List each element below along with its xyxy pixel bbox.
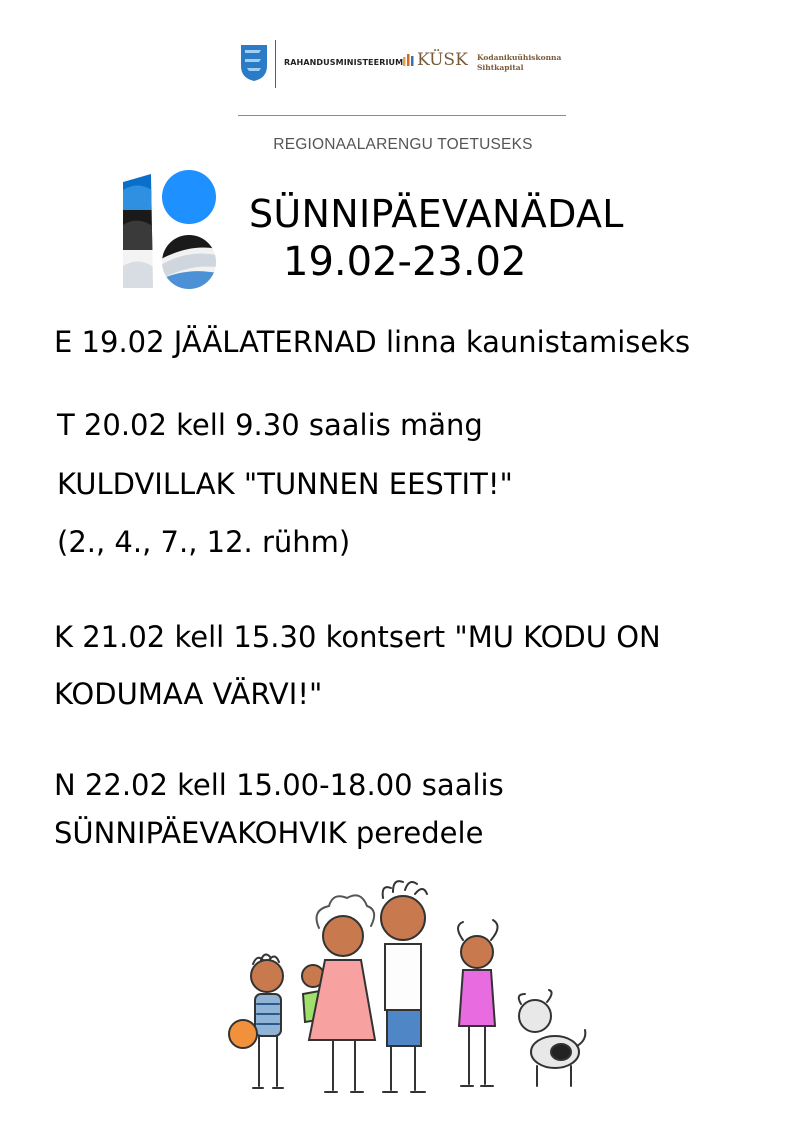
event-wednesday-line1: K 21.02 kell 15.30 kontsert "MU KODU ON [54,620,661,654]
header-caption: REGIONAALARENGU TOETUSEKS [273,136,533,153]
family-drawing [215,876,595,1106]
ministry-name: RAHANDUSMINISTEERIUM [284,58,404,67]
event-wednesday-line2: KODUMAA VÄRVI!" [54,677,323,711]
kysk-subtitle-line2: Sihtkapital [477,63,524,72]
mother-figure [309,895,375,1092]
event-tuesday-line2: KULDVILLAK "TUNNEN EESTIT!" [57,467,513,501]
header-divider [238,115,566,116]
event-tuesday-line3: (2., 4., 7., 12. rühm) [57,525,351,559]
kysk-bars-icon [403,54,415,66]
kysk-wordmark: KÜSK [417,50,468,70]
boy-figure [229,954,283,1088]
event-thursday-line2: SÜNNIPÄEVAKOHVIK peredele [54,816,484,850]
ministry-logo [240,40,404,90]
girl-figure [458,920,498,1086]
event-monday: E 19.02 JÄÄLATERNAD linna kaunistamiseks [54,325,691,359]
coat-of-arms-icon [240,44,268,82]
event-tuesday-line1: T 20.02 kell 9.30 saalis mäng [57,408,483,442]
dog-figure [519,990,586,1086]
father-figure [381,881,427,1092]
ministry-separator [275,40,276,88]
kysk-logo [403,52,573,82]
page-title: SÜNNIPÄEVANÄDAL [249,192,624,236]
ev100-logo [123,170,219,290]
kysk-subtitle-line1: Kodanikuühiskonna [477,53,562,62]
event-thursday-line1: N 22.02 kell 15.00-18.00 saalis [54,768,504,802]
date-range: 19.02-23.02 [283,239,527,285]
